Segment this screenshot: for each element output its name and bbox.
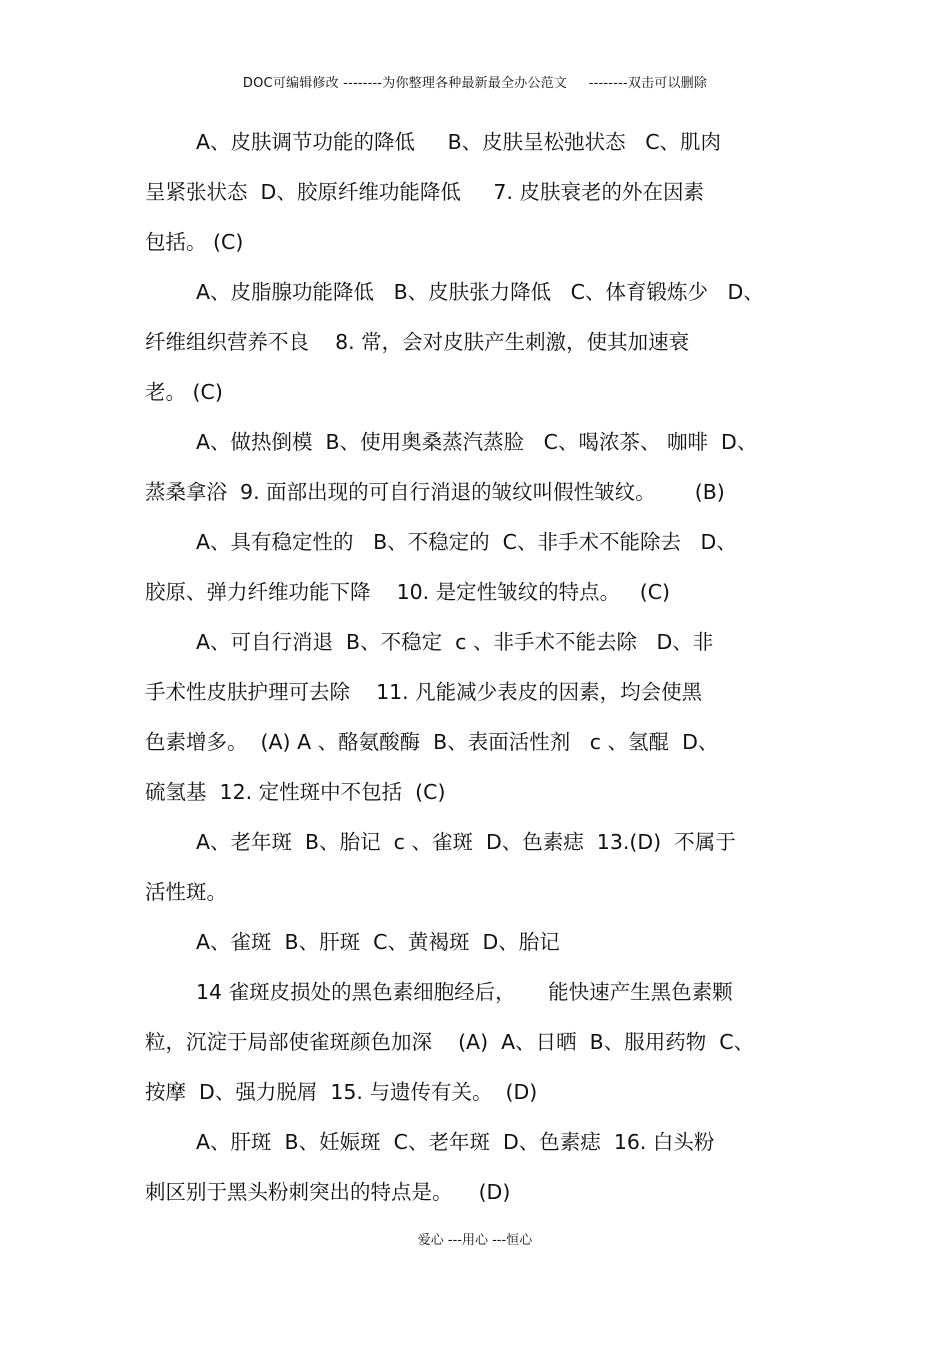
text-line: 纤维组织营养不良 8. 常，会对皮肤产生刺激，使其加速衰 — [145, 330, 690, 354]
text-line: A、肝斑 B、妊娠斑 C、老年斑 D、色素痣 16. 白头粉 — [196, 1130, 715, 1154]
text-line: 粒，沉淀于局部使雀斑颜色加深 (A) A、日晒 B、服用药物 C、 — [145, 1030, 755, 1054]
text-line: A、皮脂腺功能降低 B、皮肤张力降低 C、体育锻炼少 D、 — [196, 280, 764, 304]
text-line: A、可自行消退 B、不稳定 c 、非手术不能去除 D、非 — [196, 630, 714, 654]
text-line: 手术性皮肤护理可去除 11. 凡能减少表皮的因素，均会使黑 — [145, 680, 703, 704]
text-line: A、老年斑 B、胎记 c 、雀斑 D、色素痣 13.(D) 不属于 — [196, 830, 736, 854]
text-line: 硫氢基 12. 定性斑中不包括 (C) — [145, 780, 446, 804]
text-line: 刺区别于黑头粉刺突出的特点是。 (D) — [145, 1180, 511, 1204]
text-line: 按摩 D、强力脱屑 15. 与遗传有关。 (D) — [145, 1080, 538, 1104]
text-line: 老。 (C) — [145, 380, 223, 404]
text-line: 色素增多。 (A) A 、酪氨酸酶 B、表面活性剂 c 、氢醌 D、 — [145, 730, 719, 754]
text-line: A、做热倒模 B、使用奥桑蒸汽蒸脸 C、喝浓茶、 咖啡 D、 — [196, 430, 758, 454]
text-line: A、具有稳定性的 B、不稳定的 C、非手术不能除去 D、 — [196, 530, 737, 554]
text-line: A、雀斑 B、肝斑 C、黄褐斑 D、胎记 — [196, 930, 560, 954]
text-line: 14 雀斑皮损处的黑色素细胞经后， 能快速产生黑色素颗 — [196, 980, 733, 1004]
text-line: 蒸桑拿浴 9. 面部出现的可自行消退的皱纹叫假性皱纹。 (B) — [145, 480, 725, 504]
text-line: 胶原、弹力纤维功能下降 10. 是定性皱纹的特点。 (C) — [145, 580, 671, 604]
text-line: 包括。 (C) — [145, 230, 244, 254]
page-footer: 爱心 ---用心 ---恒心 — [417, 1233, 533, 1248]
page-header: DOC可编辑修改 --------为你整理各种最新最全办公范文 --------双击可以删除 — [242, 76, 708, 91]
text-line: 呈紧张状态 D、胶原纤维功能降低 7. 皮肤衰老的外在因素 — [145, 180, 704, 204]
text-line: 活性斑。 — [145, 880, 227, 904]
text-line: A、皮肤调节功能的降低 B、皮肤呈松弛状态 C、肌肉 — [196, 130, 722, 154]
